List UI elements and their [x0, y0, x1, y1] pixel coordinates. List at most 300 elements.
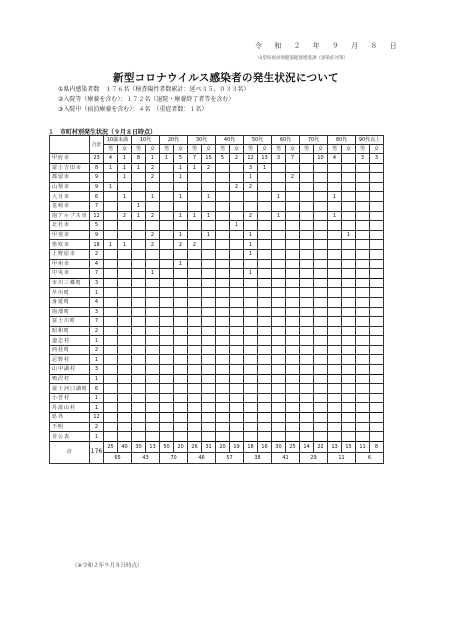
count-cell — [370, 173, 384, 183]
count-cell — [314, 288, 328, 298]
count-cell — [188, 201, 202, 211]
count-cell — [202, 259, 216, 269]
row-total-cell: 12 — [90, 211, 104, 221]
count-cell — [104, 201, 118, 211]
count-cell — [118, 336, 132, 346]
count-cell — [104, 297, 118, 307]
municipality-name: 南部町 — [50, 307, 90, 317]
municipality-name: 西桂町 — [50, 345, 90, 355]
count-cell — [202, 249, 216, 259]
row-total-cell: 1 — [90, 432, 104, 442]
count-cell: 1 — [244, 240, 258, 250]
count-cell — [342, 413, 356, 423]
count-cell — [286, 288, 300, 298]
count-cell — [314, 393, 328, 403]
header-age: 60代 — [272, 136, 300, 145]
count-cell — [202, 297, 216, 307]
count-cell — [356, 326, 370, 336]
count-cell: 1 — [244, 173, 258, 183]
count-cell — [104, 374, 118, 384]
row-total-cell: 1 — [90, 336, 104, 346]
count-cell — [160, 249, 174, 259]
count-cell: 2 — [230, 154, 244, 164]
row-total-cell: 7 — [90, 201, 104, 211]
count-cell: 2 — [146, 173, 160, 183]
count-cell: 3 — [272, 154, 286, 164]
count-cell — [118, 355, 132, 365]
count-cell — [104, 269, 118, 279]
municipality-name: 大月市 — [50, 192, 90, 202]
count-cell — [118, 288, 132, 298]
count-cell — [370, 355, 384, 365]
count-cell — [356, 413, 370, 423]
count-cell — [202, 278, 216, 288]
count-cell — [342, 432, 356, 442]
count-cell — [370, 393, 384, 403]
count-cell — [258, 269, 272, 279]
count-cell — [118, 384, 132, 394]
count-cell — [328, 317, 342, 327]
count-cell: 2 — [146, 211, 160, 221]
count-cell — [356, 230, 370, 240]
count-cell — [230, 173, 244, 183]
count-cell — [328, 393, 342, 403]
case-table — [49, 135, 384, 464]
count-cell — [174, 249, 188, 259]
municipality-name: 不明 — [50, 422, 90, 432]
count-cell — [216, 278, 230, 288]
count-cell — [244, 201, 258, 211]
count-cell — [244, 403, 258, 413]
count-cell — [356, 432, 370, 442]
total-sex-cell: 20 — [174, 441, 188, 452]
count-cell: 3 — [356, 154, 370, 164]
header-sex: 女 — [258, 145, 272, 154]
count-cell: 4 — [104, 154, 118, 164]
count-cell — [258, 374, 272, 384]
count-cell — [286, 432, 300, 442]
row-total-cell: 3 — [90, 278, 104, 288]
total-sex-cell: 22 — [314, 441, 328, 452]
count-cell — [272, 365, 286, 375]
municipality-name: 山梨市 — [50, 182, 90, 192]
count-cell — [230, 413, 244, 423]
count-cell — [118, 182, 132, 192]
count-cell: 1 — [244, 269, 258, 279]
count-cell — [202, 345, 216, 355]
count-cell — [272, 259, 286, 269]
count-cell — [370, 269, 384, 279]
count-cell — [328, 432, 342, 442]
count-cell — [258, 297, 272, 307]
count-cell — [258, 336, 272, 346]
count-cell — [146, 336, 160, 346]
count-cell — [328, 278, 342, 288]
count-cell — [258, 249, 272, 259]
total-age-cell: 70 — [160, 452, 188, 463]
count-cell — [342, 422, 356, 432]
count-cell: 1 — [188, 163, 202, 173]
count-cell — [104, 432, 118, 442]
count-cell — [160, 336, 174, 346]
count-cell — [342, 336, 356, 346]
municipality-name: 中央市 — [50, 269, 90, 279]
count-cell — [370, 221, 384, 231]
count-cell — [258, 173, 272, 183]
municipality-name: 上野原市 — [50, 249, 90, 259]
header-sex: 男 — [104, 145, 118, 154]
table-row — [50, 288, 384, 298]
count-cell — [202, 201, 216, 211]
count-cell — [258, 221, 272, 231]
count-cell — [370, 249, 384, 259]
count-cell: 1 — [244, 230, 258, 240]
count-cell — [160, 403, 174, 413]
count-cell — [272, 432, 286, 442]
count-cell — [202, 317, 216, 327]
count-cell — [272, 345, 286, 355]
count-cell — [118, 269, 132, 279]
count-cell — [328, 422, 342, 432]
count-cell — [118, 413, 132, 423]
count-cell: 1 — [328, 211, 342, 221]
count-cell — [188, 297, 202, 307]
count-cell — [104, 288, 118, 298]
count-cell — [174, 326, 188, 336]
count-cell — [216, 384, 230, 394]
total-age-cell: 57 — [216, 452, 244, 463]
count-cell — [188, 336, 202, 346]
count-cell — [342, 297, 356, 307]
header-age: 70代 — [300, 136, 328, 145]
count-cell — [160, 221, 174, 231]
row-total-cell: 7 — [90, 269, 104, 279]
count-cell — [342, 345, 356, 355]
row-total-cell: 4 — [90, 297, 104, 307]
count-cell — [174, 278, 188, 288]
count-cell — [328, 173, 342, 183]
count-cell — [202, 336, 216, 346]
count-cell — [300, 182, 314, 192]
count-cell — [160, 326, 174, 336]
count-cell — [370, 403, 384, 413]
table-row — [50, 249, 384, 259]
count-cell — [314, 221, 328, 231]
count-cell: 1 — [132, 163, 146, 173]
row-total-cell: 1 — [90, 355, 104, 365]
count-cell — [216, 317, 230, 327]
count-cell — [300, 297, 314, 307]
count-cell: 1 — [272, 211, 286, 221]
count-cell — [342, 173, 356, 183]
count-cell — [342, 403, 356, 413]
count-cell — [132, 173, 146, 183]
header-sex: 男 — [132, 145, 146, 154]
municipality-name: 甲斐市 — [50, 230, 90, 240]
table-body — [50, 154, 384, 464]
count-cell — [342, 326, 356, 336]
count-cell — [300, 249, 314, 259]
count-cell — [216, 326, 230, 336]
count-cell — [258, 211, 272, 221]
count-cell — [188, 422, 202, 432]
count-cell: 1 — [272, 192, 286, 202]
table-row — [50, 336, 384, 346]
count-cell — [118, 230, 132, 240]
municipality-name: 市川三郷町 — [50, 278, 90, 288]
row-total-cell: 18 — [90, 240, 104, 250]
count-cell — [342, 317, 356, 327]
count-cell — [370, 422, 384, 432]
count-cell — [342, 163, 356, 173]
total-label: 計 — [50, 441, 90, 463]
count-cell — [146, 393, 160, 403]
count-cell — [286, 365, 300, 375]
count-cell — [258, 240, 272, 250]
count-cell — [132, 230, 146, 240]
count-cell — [188, 393, 202, 403]
count-cell — [286, 201, 300, 211]
count-cell — [188, 278, 202, 288]
count-cell: 1 — [146, 192, 160, 202]
count-cell — [286, 336, 300, 346]
total-age-cell: 65 — [104, 452, 132, 463]
count-cell — [244, 413, 258, 423]
count-cell — [300, 307, 314, 317]
count-cell — [258, 355, 272, 365]
municipality-name: 丹波山村 — [50, 403, 90, 413]
count-cell — [342, 307, 356, 317]
table-row — [50, 365, 384, 375]
row-total-cell: 7 — [90, 317, 104, 327]
count-cell: 3 — [370, 154, 384, 164]
municipality-name: 県外 — [50, 413, 90, 423]
count-cell — [216, 365, 230, 375]
count-cell — [174, 374, 188, 384]
count-cell — [174, 336, 188, 346]
count-cell — [174, 422, 188, 432]
count-cell: 1 — [174, 211, 188, 221]
count-cell — [160, 317, 174, 327]
count-cell — [132, 403, 146, 413]
count-cell — [230, 355, 244, 365]
count-cell: 2 — [286, 173, 300, 183]
count-cell — [272, 393, 286, 403]
count-cell — [174, 182, 188, 192]
count-cell — [328, 240, 342, 250]
count-cell — [230, 393, 244, 403]
count-cell — [160, 288, 174, 298]
municipality-name: 山中湖村 — [50, 365, 90, 375]
count-cell — [314, 403, 328, 413]
count-cell — [286, 182, 300, 192]
count-cell — [216, 413, 230, 423]
table-row — [50, 413, 384, 423]
count-cell — [104, 413, 118, 423]
count-cell — [370, 297, 384, 307]
count-cell — [132, 422, 146, 432]
count-cell — [202, 374, 216, 384]
count-cell — [272, 240, 286, 250]
count-cell — [146, 355, 160, 365]
count-cell — [160, 365, 174, 375]
count-cell — [132, 355, 146, 365]
count-cell — [160, 355, 174, 365]
count-cell — [230, 317, 244, 327]
count-cell — [314, 317, 328, 327]
count-cell — [272, 384, 286, 394]
count-cell — [286, 317, 300, 327]
municipality-name: 韮崎市 — [50, 201, 90, 211]
header-sex: 男 — [160, 145, 174, 154]
total-row — [50, 441, 384, 452]
count-cell — [328, 326, 342, 336]
count-cell: 1 — [188, 211, 202, 221]
count-cell — [258, 182, 272, 192]
count-cell — [370, 336, 384, 346]
header-age: 40代 — [216, 136, 244, 145]
count-cell — [174, 355, 188, 365]
count-cell — [314, 326, 328, 336]
count-cell — [174, 201, 188, 211]
count-cell — [342, 240, 356, 250]
count-cell — [188, 192, 202, 202]
count-cell — [286, 393, 300, 403]
count-cell — [230, 336, 244, 346]
count-cell — [244, 278, 258, 288]
count-cell: 8 — [132, 154, 146, 164]
count-cell — [342, 393, 356, 403]
count-cell — [244, 307, 258, 317]
count-cell — [342, 259, 356, 269]
count-cell — [216, 192, 230, 202]
count-cell — [146, 278, 160, 288]
count-cell — [244, 345, 258, 355]
municipality-name: 早川町 — [50, 288, 90, 298]
count-cell — [174, 432, 188, 442]
count-cell — [370, 413, 384, 423]
count-cell — [342, 192, 356, 202]
count-cell: 1 — [174, 163, 188, 173]
count-cell — [160, 432, 174, 442]
count-cell — [272, 297, 286, 307]
header-sex: 女 — [314, 145, 328, 154]
count-cell — [216, 393, 230, 403]
row-total-cell: 3 — [90, 307, 104, 317]
count-cell — [356, 355, 370, 365]
count-cell — [216, 355, 230, 365]
table-row — [50, 221, 384, 231]
count-cell — [300, 374, 314, 384]
count-cell — [328, 201, 342, 211]
count-cell — [300, 278, 314, 288]
count-cell — [188, 307, 202, 317]
count-cell — [230, 269, 244, 279]
count-cell — [300, 326, 314, 336]
count-cell — [272, 288, 286, 298]
municipality-name: 小菅村 — [50, 393, 90, 403]
row-total-cell: 6 — [90, 192, 104, 202]
count-cell — [132, 288, 146, 298]
header-sex: 女 — [230, 145, 244, 154]
header-row-age — [50, 136, 384, 145]
count-cell: 2 — [244, 211, 258, 221]
count-cell: 1 — [202, 211, 216, 221]
count-cell — [244, 384, 258, 394]
count-cell — [328, 336, 342, 346]
count-cell — [202, 173, 216, 183]
count-cell — [188, 413, 202, 423]
count-cell — [314, 336, 328, 346]
count-cell — [342, 278, 356, 288]
row-total-cell: 5 — [90, 221, 104, 231]
count-cell — [188, 317, 202, 327]
table-row — [50, 355, 384, 365]
table-row — [50, 374, 384, 384]
corner-cell — [50, 136, 90, 154]
count-cell — [286, 269, 300, 279]
count-cell — [216, 182, 230, 192]
count-cell — [230, 192, 244, 202]
row-total-cell: 9 — [90, 230, 104, 240]
count-cell — [258, 317, 272, 327]
count-cell: 1 — [146, 154, 160, 164]
count-cell — [202, 355, 216, 365]
count-cell — [160, 345, 174, 355]
header-age: 30代 — [188, 136, 216, 145]
count-cell — [244, 297, 258, 307]
count-cell — [328, 365, 342, 375]
count-cell — [286, 297, 300, 307]
count-cell — [118, 307, 132, 317]
summary-line: ①県内感染者数 １７６名（検査陽性者数累計：延べ３５，０３３名） — [58, 86, 250, 93]
table-row — [50, 278, 384, 288]
count-cell — [356, 240, 370, 250]
count-cell — [356, 192, 370, 202]
count-cell — [160, 413, 174, 423]
total-sex-cell: 40 — [118, 441, 132, 452]
count-cell — [258, 365, 272, 375]
count-cell — [132, 345, 146, 355]
count-cell: 1 — [174, 173, 188, 183]
count-cell: 13 — [258, 154, 272, 164]
total-sex-cell: 15 — [342, 441, 356, 452]
count-cell — [356, 307, 370, 317]
count-cell: 2 — [230, 182, 244, 192]
count-cell — [174, 317, 188, 327]
count-cell — [118, 326, 132, 336]
header-sex: 男 — [216, 145, 230, 154]
count-cell — [146, 249, 160, 259]
count-cell — [356, 297, 370, 307]
count-cell — [328, 182, 342, 192]
header-sex: 女 — [286, 145, 300, 154]
count-cell — [216, 288, 230, 298]
count-cell — [132, 384, 146, 394]
count-cell — [202, 432, 216, 442]
count-cell — [118, 345, 132, 355]
count-cell — [300, 192, 314, 202]
count-cell — [356, 365, 370, 375]
count-cell — [272, 336, 286, 346]
count-cell — [230, 259, 244, 269]
table-row — [50, 163, 384, 173]
table-row — [50, 269, 384, 279]
count-cell — [286, 249, 300, 259]
total-sex-cell: 19 — [230, 441, 244, 452]
count-cell — [244, 422, 258, 432]
count-cell — [230, 422, 244, 432]
